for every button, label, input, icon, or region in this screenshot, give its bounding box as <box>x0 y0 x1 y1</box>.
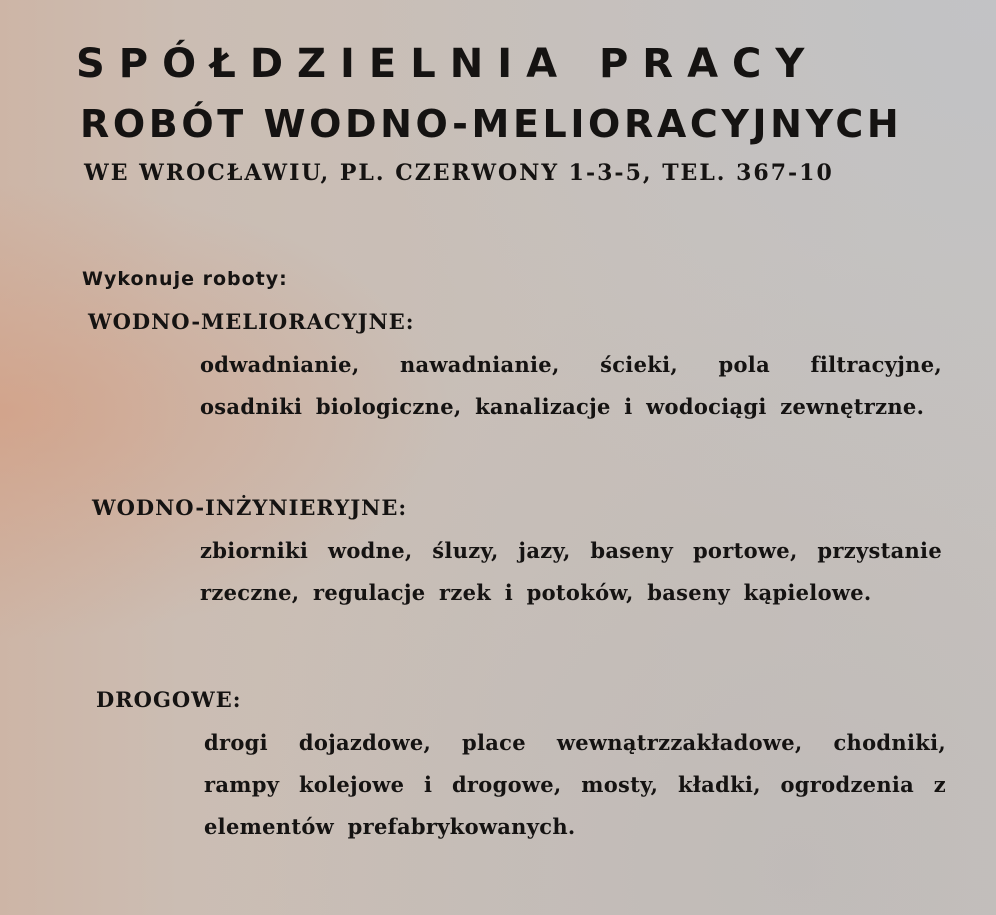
section-heading: WODNO-INŻYNIERYJNE: <box>92 495 408 520</box>
section-text: drogi dojazdowe, place wewnątrzzakładowe, chodniki, rampy kolejowe i drogowe, mosty, kładki, ogrodzenia z elementów prefabrykowanych. <box>204 730 946 839</box>
company-name-line-1: SPÓŁDZIELNIA PRACY <box>76 41 819 87</box>
section-wodno-melioracyjne <box>88 308 942 428</box>
section-heading: DROGOWE: <box>96 687 242 712</box>
section-heading: WODNO-MELIORACYJNE: <box>88 309 415 334</box>
company-address: WE WROCŁAWIU, PL. CZERWONY 1-3-5, TEL. 367-10 <box>84 160 834 186</box>
section-text: odwadnianie, nawadnianie, ścieki, pola filtracyjne, osadniki biologiczne, kanalizacje i wodociągi zewnętrzne. <box>200 352 942 419</box>
section-drogowe <box>96 686 946 848</box>
section-wodno-inzynieryjne <box>92 494 942 614</box>
section-text: zbiorniki wodne, śluzy, jazy, baseny portowe, przystanie rzeczne, regulacje rzek i potoków, baseny kąpielowe. <box>200 538 942 605</box>
company-name-line-2: ROBÓT WODNO-MELIORACYJNYCH <box>80 102 903 146</box>
services-intro: Wykonuje roboty: <box>82 268 288 290</box>
